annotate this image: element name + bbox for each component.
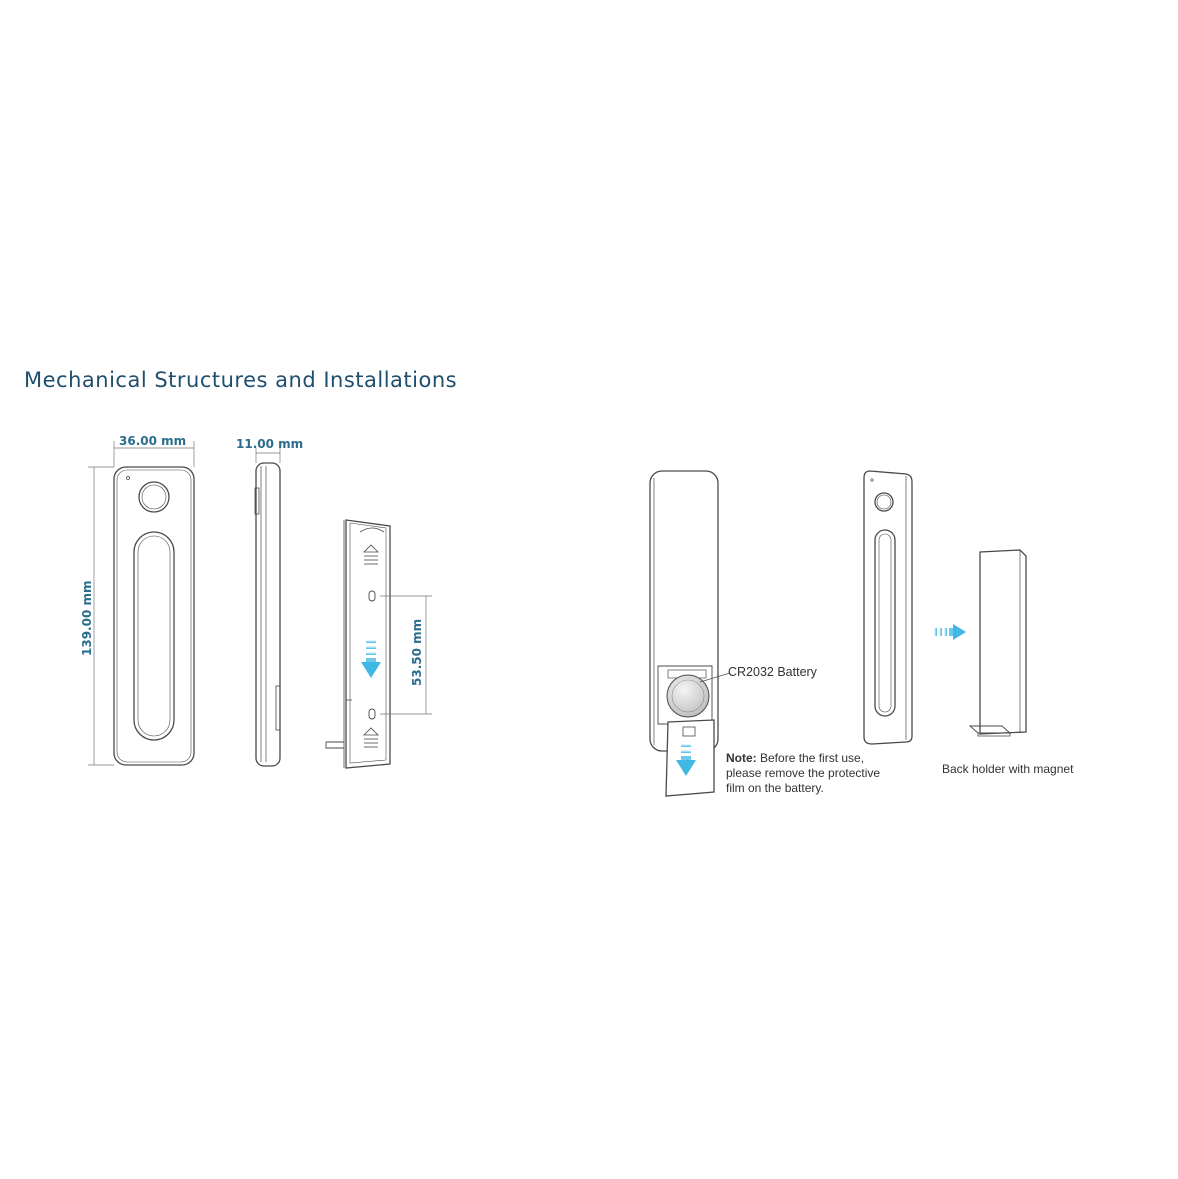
- battery-label: CR2032 Battery: [728, 665, 817, 679]
- back-plate: [326, 520, 390, 768]
- note-line-1: [726, 751, 880, 766]
- note-line-3: film on the battery.: [726, 781, 824, 795]
- height-dimension-label: 139.00 mm: [80, 580, 94, 656]
- note-line-2: please remove the protective: [726, 766, 881, 780]
- note-text-1: Before the first use,: [756, 751, 865, 765]
- back-holder: [970, 550, 1026, 736]
- push-right-arrow: [934, 624, 966, 640]
- remote-side-view: [255, 463, 280, 766]
- remote-front-angled: [864, 471, 912, 744]
- hole-dimension-lines: [380, 596, 432, 714]
- holder-label: Back holder with magnet: [942, 762, 1074, 776]
- remote-front-view: [114, 467, 194, 765]
- width-dimension-label: 36.00 mm: [119, 434, 187, 448]
- slide-down-arrow: [361, 640, 381, 678]
- depth-dimension-label: 11.00 mm: [236, 437, 304, 451]
- note-prefix: Note:: [726, 751, 757, 765]
- page-title: Mechanical Structures and Installations: [24, 368, 458, 392]
- battery-note: [726, 751, 880, 796]
- battery-leader-line: [700, 673, 730, 682]
- hole-spacing-dimension-label: 53.50 mm: [410, 618, 424, 686]
